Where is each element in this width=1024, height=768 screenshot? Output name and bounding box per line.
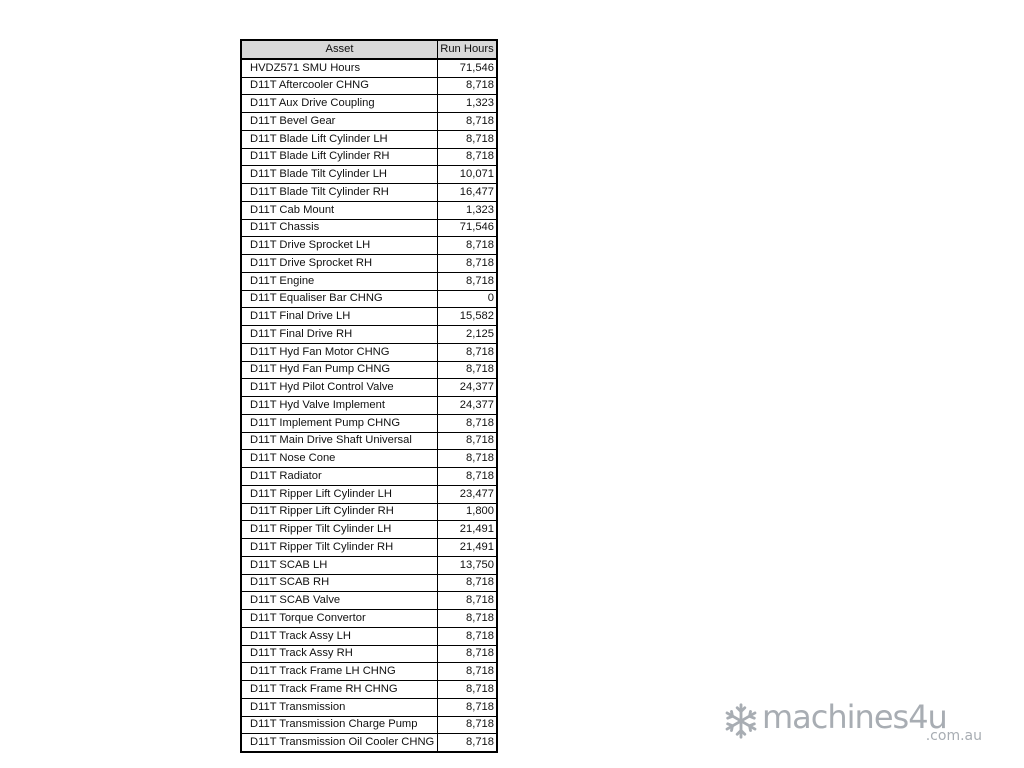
table-row	[241, 610, 497, 628]
asset-name-cell: D11T Chassis	[241, 219, 438, 237]
run-hours-cell: 8,718	[438, 610, 498, 628]
table-row	[241, 574, 497, 592]
run-hours-cell: 8,718	[438, 645, 498, 663]
asset-name-cell: D11T Aftercooler CHNG	[241, 77, 438, 95]
asset-name-cell: D11T Ripper Tilt Cylinder LH	[241, 521, 438, 539]
table-row	[241, 148, 497, 166]
table-row	[241, 521, 497, 539]
run-hours-cell: 8,718	[438, 113, 498, 131]
table-row	[241, 645, 497, 663]
table-row	[241, 450, 497, 468]
asset-name-cell: D11T Drive Sprocket RH	[241, 255, 438, 273]
table-row	[241, 414, 497, 432]
run-hours-cell: 8,718	[438, 468, 498, 486]
table-row	[241, 556, 497, 574]
table-row	[241, 77, 497, 95]
table-row	[241, 166, 497, 184]
run-hours-cell: 10,071	[438, 166, 498, 184]
table-row	[241, 663, 497, 681]
asset-run-hours-table	[240, 39, 498, 753]
run-hours-cell: 21,491	[438, 521, 498, 539]
run-hours-cell: 8,718	[438, 255, 498, 273]
run-hours-cell: 8,718	[438, 574, 498, 592]
asset-name-cell: D11T Torque Convertor	[241, 610, 438, 628]
run-hours-cell: 8,718	[438, 148, 498, 166]
run-hours-cell: 8,718	[438, 698, 498, 716]
run-hours-cell: 24,377	[438, 379, 498, 397]
asset-name-cell: D11T Blade Tilt Cylinder LH	[241, 166, 438, 184]
asset-name-cell: HVDZ571 SMU Hours	[241, 59, 438, 77]
watermark-brand: machines4u	[762, 698, 947, 736]
run-hours-cell: 13,750	[438, 556, 498, 574]
asset-name-cell: D11T Transmission Charge Pump	[241, 716, 438, 734]
run-hours-cell: 21,491	[438, 539, 498, 557]
asset-name-cell: D11T Implement Pump CHNG	[241, 414, 438, 432]
run-hours-cell: 16,477	[438, 184, 498, 202]
table-row	[241, 627, 497, 645]
asset-name-cell: D11T Ripper Tilt Cylinder RH	[241, 539, 438, 557]
table-row	[241, 716, 497, 734]
run-hours-column-header: Run Hours	[438, 40, 498, 59]
run-hours-cell: 8,718	[438, 237, 498, 255]
run-hours-cell: 0	[438, 290, 498, 308]
asset-name-cell: D11T SCAB Valve	[241, 592, 438, 610]
table-row	[241, 201, 497, 219]
table-row	[241, 237, 497, 255]
run-hours-cell: 1,323	[438, 201, 498, 219]
table-row	[241, 308, 497, 326]
table-row	[241, 379, 497, 397]
asset-name-cell: D11T Bevel Gear	[241, 113, 438, 131]
asset-name-cell: D11T Drive Sprocket LH	[241, 237, 438, 255]
table-row	[241, 698, 497, 716]
asset-name-cell: D11T Final Drive RH	[241, 326, 438, 344]
asset-name-cell: D11T SCAB LH	[241, 556, 438, 574]
run-hours-cell: 8,718	[438, 272, 498, 290]
asset-name-cell: D11T Transmission	[241, 698, 438, 716]
run-hours-cell: 71,546	[438, 59, 498, 77]
asset-name-cell: D11T SCAB RH	[241, 574, 438, 592]
asset-name-cell: D11T Main Drive Shaft Universal	[241, 432, 438, 450]
table-row	[241, 255, 497, 273]
asset-name-cell: D11T Aux Drive Coupling	[241, 95, 438, 113]
table-row	[241, 397, 497, 415]
asset-name-cell: D11T Ripper Lift Cylinder RH	[241, 503, 438, 521]
table-row	[241, 326, 497, 344]
asset-name-cell: D11T Blade Tilt Cylinder RH	[241, 184, 438, 202]
asset-name-cell: D11T Blade Lift Cylinder RH	[241, 148, 438, 166]
run-hours-cell: 24,377	[438, 397, 498, 415]
table-row	[241, 734, 497, 752]
asset-column-header: Asset	[241, 40, 438, 59]
table-row	[241, 184, 497, 202]
run-hours-cell: 8,718	[438, 414, 498, 432]
asset-name-cell: D11T Final Drive LH	[241, 308, 438, 326]
table-body	[241, 59, 497, 752]
run-hours-cell: 8,718	[438, 734, 498, 752]
run-hours-cell: 2,125	[438, 326, 498, 344]
run-hours-cell: 1,800	[438, 503, 498, 521]
asset-name-cell: D11T Track Assy LH	[241, 627, 438, 645]
table-row	[241, 272, 497, 290]
run-hours-cell: 8,718	[438, 592, 498, 610]
table-row	[241, 432, 497, 450]
run-hours-cell: 8,718	[438, 627, 498, 645]
table-row	[241, 503, 497, 521]
asset-name-cell: D11T Hyd Fan Motor CHNG	[241, 343, 438, 361]
asset-name-cell: D11T Track Frame RH CHNG	[241, 681, 438, 699]
run-hours-cell: 23,477	[438, 485, 498, 503]
asset-name-cell: D11T Track Frame LH CHNG	[241, 663, 438, 681]
asset-name-cell: D11T Equaliser Bar CHNG	[241, 290, 438, 308]
run-hours-cell: 8,718	[438, 130, 498, 148]
asset-name-cell: D11T Track Assy RH	[241, 645, 438, 663]
machines4u-watermark	[722, 700, 992, 746]
run-hours-cell: 8,718	[438, 681, 498, 699]
run-hours-cell: 8,718	[438, 716, 498, 734]
run-hours-cell: 71,546	[438, 219, 498, 237]
run-hours-cell: 8,718	[438, 343, 498, 361]
run-hours-cell: 8,718	[438, 663, 498, 681]
table-row	[241, 343, 497, 361]
asset-name-cell: D11T Cab Mount	[241, 201, 438, 219]
asset-name-cell: D11T Hyd Pilot Control Valve	[241, 379, 438, 397]
table-row	[241, 113, 497, 131]
table-row	[241, 468, 497, 486]
run-hours-cell: 8,718	[438, 432, 498, 450]
asset-name-cell: D11T Engine	[241, 272, 438, 290]
asset-name-cell: D11T Blade Lift Cylinder LH	[241, 130, 438, 148]
asset-name-cell: D11T Ripper Lift Cylinder LH	[241, 485, 438, 503]
table-row	[241, 539, 497, 557]
table-row	[241, 361, 497, 379]
table-row	[241, 485, 497, 503]
table-row	[241, 592, 497, 610]
table-row	[241, 59, 497, 77]
table-row	[241, 95, 497, 113]
table-row	[241, 219, 497, 237]
run-hours-cell: 8,718	[438, 77, 498, 95]
table-header-row	[241, 40, 497, 59]
watermark-domain: .com.au	[925, 728, 982, 744]
table-row	[241, 681, 497, 699]
asset-name-cell: D11T Transmission Oil Cooler CHNG	[241, 734, 438, 752]
asset-name-cell: D11T Nose Cone	[241, 450, 438, 468]
run-hours-cell: 15,582	[438, 308, 498, 326]
asset-name-cell: D11T Hyd Fan Pump CHNG	[241, 361, 438, 379]
table-row	[241, 130, 497, 148]
run-hours-cell: 8,718	[438, 361, 498, 379]
run-hours-cell: 8,718	[438, 450, 498, 468]
asset-name-cell: D11T Hyd Valve Implement	[241, 397, 438, 415]
table-row	[241, 290, 497, 308]
asset-name-cell: D11T Radiator	[241, 468, 438, 486]
snowflake-icon	[722, 702, 760, 740]
run-hours-cell: 1,323	[438, 95, 498, 113]
